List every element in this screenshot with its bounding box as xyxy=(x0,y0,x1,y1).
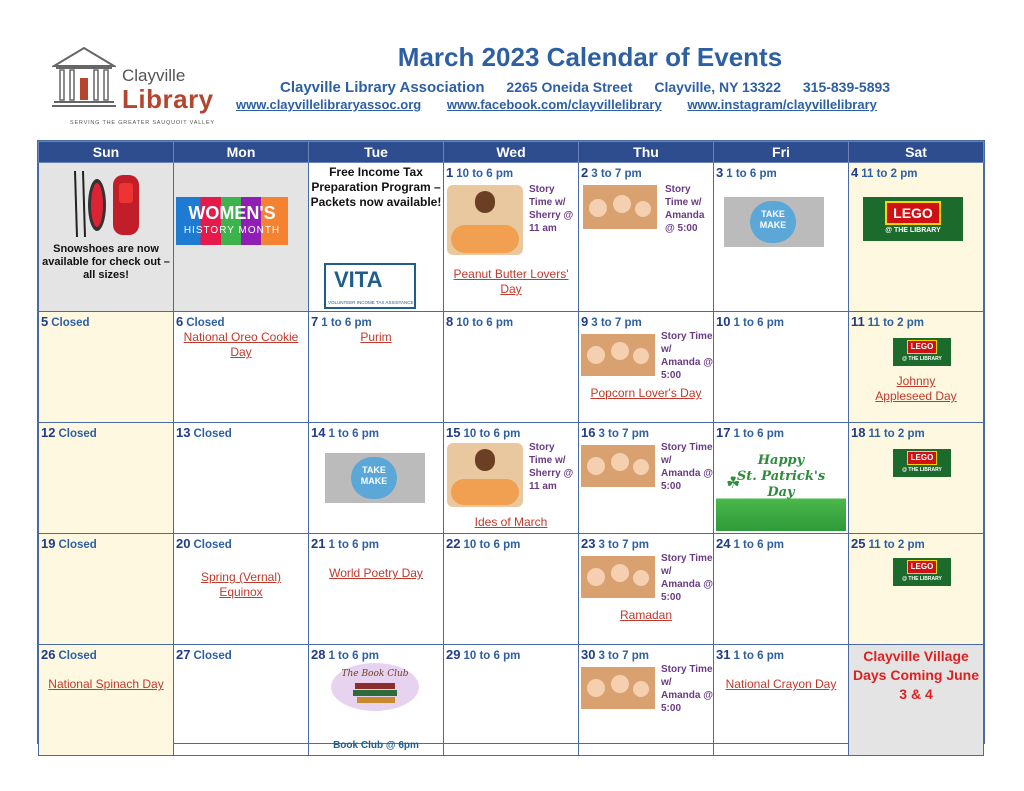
day-hours: 1 to 6 pm xyxy=(328,428,379,440)
event-link[interactable]: Johnny Appleseed Day xyxy=(875,374,957,403)
shamrock-icon: ☘ xyxy=(726,475,741,492)
vita-text: VITA xyxy=(334,267,383,292)
lego-text: LEGO xyxy=(907,451,937,465)
day-hours: 11 to 2 pm xyxy=(867,317,924,329)
book-club-caption: Book Club @ 6pm xyxy=(333,740,419,751)
day-number: 17 xyxy=(716,425,731,440)
st-patricks-image xyxy=(716,445,846,531)
week-row-4 xyxy=(39,534,984,645)
contact-line xyxy=(280,79,908,96)
make-text: MAKE xyxy=(759,220,787,230)
day-cell-27 xyxy=(174,645,309,756)
day-cell-2 xyxy=(579,163,714,312)
day-hours: 11 to 2 pm xyxy=(868,539,925,551)
banner-title: WOMEN'S xyxy=(188,203,276,223)
weekday-tue: Tue xyxy=(309,142,444,163)
day-number: 15 xyxy=(446,425,461,440)
page-title: March 2023 Calendar of Events xyxy=(397,42,783,72)
story-time-note: Story Time w/ Amanda @ 5:00 xyxy=(661,331,713,381)
st-patricks-text: St. Patrick's xyxy=(736,469,826,484)
day-number: 31 xyxy=(716,647,731,662)
day-cell-6 xyxy=(174,312,309,423)
vita-subtitle: VOLUNTEER INCOME TAX ASSISTANCE xyxy=(328,300,414,305)
day-number: 13 xyxy=(176,425,191,440)
day-hours: 10 to 6 pm xyxy=(463,650,521,662)
city-address: Clayville, NY 13322 xyxy=(654,79,781,95)
day-cell-16 xyxy=(579,423,714,534)
day-cell-3 xyxy=(714,163,849,312)
day-number: 29 xyxy=(446,647,461,662)
facebook-link[interactable]: www.facebook.com/clayvillelibrary xyxy=(446,97,662,112)
day-number: 30 xyxy=(581,647,596,662)
week-row-2 xyxy=(39,312,984,423)
day-hours: 3 to 7 pm xyxy=(598,539,649,551)
day-cell-5 xyxy=(39,312,174,423)
day-number: 10 xyxy=(716,314,731,329)
happy-text: Happy xyxy=(757,453,805,468)
day-number: 12 xyxy=(41,425,56,440)
day-number: 28 xyxy=(311,647,326,662)
day-cell-snowshoes xyxy=(39,163,174,312)
event-link[interactable]: Ides of March xyxy=(474,515,548,529)
day-hours: 1 to 6 pm xyxy=(733,650,784,662)
day-cell-30 xyxy=(579,645,714,756)
lego-text: LEGO xyxy=(885,201,941,225)
story-time-note: Story Time w/ Amanda @ 5:00 xyxy=(661,553,713,603)
day-cell-17 xyxy=(714,423,849,534)
day-cell-8 xyxy=(444,312,579,423)
day-cell-13 xyxy=(174,423,309,534)
day-number: 1 xyxy=(446,165,454,180)
day-cell-21 xyxy=(309,534,444,645)
day-number: 21 xyxy=(311,536,326,551)
lego-logo xyxy=(893,449,951,477)
day-hours: 1 to 6 pm xyxy=(328,539,379,551)
snowshoe-icon xyxy=(67,169,145,239)
story-time-note: Story Time w/ Amanda @ 5:00 xyxy=(665,184,705,234)
day-hours: Closed xyxy=(193,650,232,662)
day-number: 2 xyxy=(581,165,589,180)
take-and-make-image xyxy=(325,453,425,503)
weekday-header-row xyxy=(39,142,984,163)
lego-logo xyxy=(893,338,951,366)
day-cell-10 xyxy=(714,312,849,423)
day-text: Day xyxy=(767,485,795,500)
day-hours: 3 to 7 pm xyxy=(598,650,649,662)
snowshoes-image xyxy=(67,169,145,239)
day-cell-4 xyxy=(849,163,984,312)
week-row-5 xyxy=(39,645,984,756)
lego-subtitle: @ THE LIBRARY xyxy=(885,227,941,234)
day-cell-15 xyxy=(444,423,579,534)
day-number: 16 xyxy=(581,425,596,440)
day-hours: 10 to 6 pm xyxy=(456,168,514,180)
event-link[interactable]: National Spinach Day xyxy=(48,677,164,691)
event-link[interactable]: Purim xyxy=(360,330,392,344)
storytime-photo xyxy=(581,445,655,487)
take-and-make-image xyxy=(724,197,824,247)
logo-tagline: SERVING THE GREATER SAUQUOIT VALLEY xyxy=(70,120,215,126)
vita-logo xyxy=(324,263,416,309)
day-hours: Closed xyxy=(193,428,232,440)
day-cell-tax-program xyxy=(309,163,444,312)
village-days-note: Clayville Village Days Coming June 3 & 4 xyxy=(852,648,980,702)
day-hours: 3 to 7 pm xyxy=(591,317,642,329)
street-address: 2265 Oneida Street xyxy=(506,79,633,95)
association-name: Clayville Library Association xyxy=(280,79,485,96)
day-hours: 1 to 6 pm xyxy=(733,428,784,440)
take-text: TAKE xyxy=(761,209,785,219)
day-number: 18 xyxy=(851,425,866,440)
week-row-1 xyxy=(39,163,984,312)
event-link[interactable]: National Crayon Day xyxy=(725,677,837,691)
day-hours: Closed xyxy=(186,317,225,329)
day-cell-20 xyxy=(174,534,309,645)
book-club-image xyxy=(331,663,419,711)
event-link[interactable]: Ramadan xyxy=(619,608,673,622)
day-number: 8 xyxy=(446,314,454,329)
day-number: 27 xyxy=(176,647,191,662)
day-number: 23 xyxy=(581,536,596,551)
day-number: 11 xyxy=(851,314,865,329)
lego-subtitle: @ THE LIBRARY xyxy=(902,356,942,362)
day-hours: 1 to 6 pm xyxy=(726,168,777,180)
day-number: 6 xyxy=(176,314,184,329)
event-link[interactable]: Spring (Vernal) Equinox xyxy=(200,570,282,599)
day-hours: 1 to 6 pm xyxy=(733,317,784,329)
weekday-sat: Sat xyxy=(849,142,984,163)
day-cell-22 xyxy=(444,534,579,645)
day-number: 25 xyxy=(851,536,866,551)
day-hours: 1 to 6 pm xyxy=(328,650,379,662)
lego-text: LEGO xyxy=(907,340,937,354)
day-cell-29 xyxy=(444,645,579,756)
day-number: 3 xyxy=(716,165,724,180)
week-row-3 xyxy=(39,423,984,534)
weekday-thu: Thu xyxy=(579,142,714,163)
library-logo xyxy=(52,44,215,134)
day-hours: 3 to 7 pm xyxy=(598,428,649,440)
storytime-photo xyxy=(581,334,655,376)
storytime-photo xyxy=(581,667,655,709)
day-cell-23 xyxy=(579,534,714,645)
event-link[interactable]: World Poetry Day xyxy=(329,566,423,580)
day-number: 14 xyxy=(311,425,326,440)
day-cell-19 xyxy=(39,534,174,645)
day-cell-9 xyxy=(579,312,714,423)
logo-name-bottom: Library xyxy=(122,84,214,114)
day-hours: Closed xyxy=(58,539,97,551)
day-number: 4 xyxy=(851,165,859,180)
day-hours: Closed xyxy=(58,650,97,662)
weekday-fri: Fri xyxy=(714,142,849,163)
day-cell-25 xyxy=(849,534,984,645)
day-cell-18 xyxy=(849,423,984,534)
day-cell-31 xyxy=(714,645,849,756)
snowshoes-note: Snowshoes are now available for check out – all sizes! xyxy=(42,243,170,281)
story-time-note: Story Time w/ Sherry @ 11 am xyxy=(529,184,574,234)
day-cell-28 xyxy=(309,645,444,756)
day-number: 19 xyxy=(41,536,56,551)
storytime-photo xyxy=(447,443,523,507)
book-club-title: The Book Club xyxy=(341,669,409,679)
day-hours: 1 to 6 pm xyxy=(321,317,372,329)
library-building-icon xyxy=(52,44,116,110)
day-cell-26 xyxy=(39,645,174,756)
day-hours: Closed xyxy=(51,317,90,329)
day-hours: 1 to 6 pm xyxy=(733,539,784,551)
day-number: 26 xyxy=(41,647,56,662)
event-link[interactable]: Popcorn Lover's Day xyxy=(590,386,702,400)
day-cell-village-days xyxy=(849,645,984,756)
day-hours: 3 to 7 pm xyxy=(591,168,642,180)
make-text: MAKE xyxy=(360,476,388,486)
day-cell-24 xyxy=(714,534,849,645)
day-cell-11 xyxy=(849,312,984,423)
womens-history-month-banner xyxy=(176,197,288,245)
tax-program-note: Free Income Tax Preparation Program – Packets now available! xyxy=(310,165,442,209)
banner-subtitle: HISTORY MONTH xyxy=(183,225,281,236)
day-number: 7 xyxy=(311,314,319,329)
day-number: 5 xyxy=(41,314,49,329)
weekday-sun: Sun xyxy=(39,142,174,163)
instagram-link[interactable]: www.instagram/clayvillelibrary xyxy=(687,97,877,112)
day-hours: 10 to 6 pm xyxy=(456,317,514,329)
lego-text: LEGO xyxy=(907,560,937,574)
weekday-mon: Mon xyxy=(174,142,309,163)
lego-subtitle: @ THE LIBRARY xyxy=(902,467,942,473)
day-cell-1 xyxy=(444,163,579,312)
storytime-photo xyxy=(583,185,657,229)
day-hours: Closed xyxy=(58,428,97,440)
day-hours: 10 to 6 pm xyxy=(463,539,521,551)
day-cell-12 xyxy=(39,423,174,534)
day-hours: Closed xyxy=(193,539,232,551)
day-number: 22 xyxy=(446,536,461,551)
lego-subtitle: @ THE LIBRARY xyxy=(902,576,942,582)
storytime-photo xyxy=(447,185,523,255)
day-hours: 11 to 2 pm xyxy=(861,168,918,180)
day-number: 9 xyxy=(581,314,589,329)
links-line xyxy=(236,97,899,112)
story-time-note: Story Time w/ Sherry @ 11 am xyxy=(529,442,574,492)
day-cell-14 xyxy=(309,423,444,534)
day-number: 20 xyxy=(176,536,191,551)
story-time-note: Story Time w/ Amanda @ 5:00 xyxy=(661,442,713,492)
day-hours: 10 to 6 pm xyxy=(463,428,521,440)
day-hours: 11 to 2 pm xyxy=(868,428,925,440)
day-cell-7 xyxy=(309,312,444,423)
event-link[interactable]: National Oreo Cookie Day xyxy=(183,330,299,359)
storytime-photo xyxy=(581,556,655,598)
event-link[interactable]: Peanut Butter Lovers' Day xyxy=(453,267,569,296)
lego-logo xyxy=(863,197,963,241)
logo-name-top: Clayville xyxy=(122,66,186,85)
website-link[interactable]: www.clayvillelibraryassoc.org xyxy=(236,97,422,112)
phone-number: 315-839-5893 xyxy=(802,79,891,95)
day-number: 24 xyxy=(716,536,731,551)
weekday-wed: Wed xyxy=(444,142,579,163)
lego-logo xyxy=(893,558,951,586)
day-cell-womens-history xyxy=(174,163,309,312)
take-text: TAKE xyxy=(362,465,386,475)
story-time-note: Story Time w/ Amanda @ 5:00 xyxy=(661,664,713,714)
calendar-grid xyxy=(37,140,985,751)
